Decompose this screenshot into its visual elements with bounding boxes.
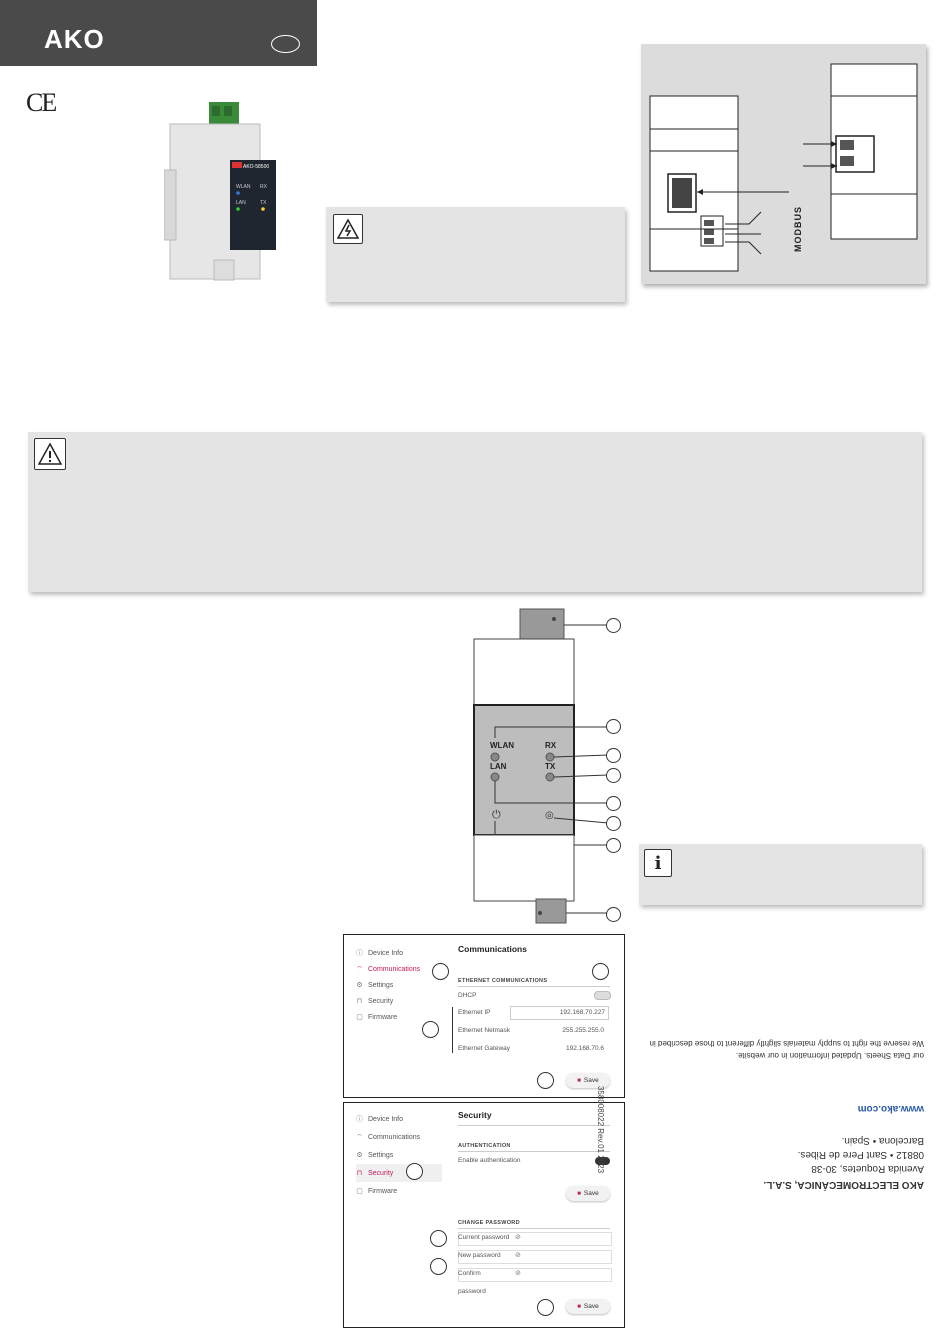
disclaimer-line-1: We reserve the right to supply materials slightly different to those described in <box>649 1039 924 1048</box>
ethernet-ip-input[interactable]: 192.168.70.227 <box>510 1006 609 1020</box>
nav-device-info[interactable]: ⓘ Device Info <box>356 1115 404 1123</box>
label-rx: RX <box>545 741 557 750</box>
callout-3 <box>606 748 621 763</box>
comm-callout-b <box>422 1021 439 1038</box>
fields-bracket <box>452 1007 456 1053</box>
label-lan: LAN <box>490 762 507 771</box>
callout-4 <box>606 768 621 783</box>
language-badge <box>271 35 300 53</box>
communications-screen <box>343 934 625 1098</box>
nav-firmware[interactable]: ▢ Firmware <box>356 1187 398 1195</box>
comm-callout-d <box>537 1072 554 1089</box>
comm-title: Communications <box>458 944 527 954</box>
floppy-icon: ■ <box>577 1190 581 1197</box>
modbus-label: MODBUS <box>793 206 803 252</box>
eye-icon[interactable]: ⊘ <box>515 1234 521 1241</box>
ethernet-ip-label: Ethernet IP <box>458 1009 491 1016</box>
brand-logo: AKO <box>44 24 105 54</box>
sec-callout-d <box>537 1299 554 1316</box>
info-box <box>639 844 922 905</box>
doc-code: 358008022 Rev.01 2023 <box>596 1085 606 1174</box>
sec-callout-b <box>430 1230 447 1247</box>
address-line-2: 08812 • Sant Pere de Ribes. <box>797 1149 924 1160</box>
chip-icon: ▢ <box>356 1013 363 1021</box>
eye-icon[interactable]: ⊘ <box>515 1252 521 1259</box>
confirm-password-label-2: password <box>458 1288 486 1295</box>
warning-triangle-icon <box>34 438 66 470</box>
gear-icon: ⚙ <box>356 1151 363 1159</box>
enable-auth-label: Enable authentication <box>458 1157 521 1164</box>
sec-sidebar <box>356 1110 446 1200</box>
nav-security[interactable]: ⊓ Security <box>356 997 394 1005</box>
photo-rx-label: RX <box>260 184 267 190</box>
nav-settings[interactable]: ⚙ Settings <box>356 981 394 989</box>
electrical-warning-box <box>326 207 625 302</box>
ethernet-netmask-label: Ethernet Netmask <box>458 1027 511 1034</box>
ethernet-netmask-value[interactable]: 255.255.255.0 <box>562 1027 604 1034</box>
wifi-icon: ⌔ <box>356 1133 363 1141</box>
photo-wlan-label: WLAN <box>236 184 251 190</box>
floppy-icon: ■ <box>577 1077 581 1084</box>
sec-callout-a <box>406 1163 423 1180</box>
info-icon: i <box>644 849 672 877</box>
back-cover-block <box>640 1025 924 1190</box>
auth-section-rule <box>458 1151 610 1152</box>
comm-section-label: ETHERNET COMMUNICATIONS <box>458 978 548 984</box>
confirm-password-label-1: Confirm <box>458 1270 481 1277</box>
wiring-diagram <box>641 44 926 284</box>
nav-firmware[interactable]: ▢ Firmware <box>356 1013 398 1021</box>
new-password-label: New password <box>458 1252 501 1259</box>
chip-icon: ▢ <box>356 1187 363 1195</box>
eye-icon[interactable]: ⊘ <box>515 1270 521 1277</box>
wifi-icon: ⌔ <box>356 965 363 973</box>
general-warning-box <box>28 432 922 592</box>
brand-header <box>0 0 317 66</box>
callout-5 <box>606 796 621 811</box>
comm-callout-c <box>592 963 609 980</box>
disclaimer-line-2: our Data Sheets. Updated information in our website. <box>735 1051 924 1060</box>
ethernet-gateway-value[interactable]: 192.168.70.6 <box>566 1045 604 1052</box>
pw-save-button[interactable]: ■ Save <box>566 1299 610 1314</box>
svg-text:◎: ◎ <box>545 810 554 821</box>
nav-settings[interactable]: ⚙ Settings <box>356 1151 394 1159</box>
gear-icon: ⚙ <box>356 981 363 989</box>
front-panel-diagram <box>470 605 630 925</box>
photo-model-label: AKO-58500 <box>243 164 270 170</box>
security-screen <box>343 1102 625 1328</box>
nav-device-info[interactable]: ⓘ Device Info <box>356 949 404 957</box>
info-circle-icon: ⓘ <box>356 1115 363 1123</box>
ce-mark: CE <box>26 88 56 117</box>
photo-tx-label: TX <box>260 200 267 206</box>
address-line-1: Avenida Roquetes, 30-38 <box>811 1163 924 1174</box>
label-tx: TX <box>545 762 556 771</box>
address-line-3: Barcelona • Spain. <box>841 1135 924 1146</box>
dhcp-label: DHCP <box>458 992 477 999</box>
nav-communications[interactable]: ⌔ Communications <box>356 965 421 973</box>
website-link[interactable]: www.ako.com <box>857 1103 924 1114</box>
callout-2 <box>606 719 621 734</box>
pw-section-rule <box>458 1228 610 1229</box>
auth-section-label: AUTHENTICATION <box>458 1143 511 1149</box>
floppy-icon: ■ <box>577 1303 581 1310</box>
pw-section-label: CHANGE PASSWORD <box>458 1220 520 1226</box>
sec-callout-c <box>430 1258 447 1275</box>
high-voltage-icon <box>333 214 363 244</box>
company-name: AKO ELECTROMECÁNICA, S.A.L. <box>763 1179 924 1190</box>
photo-lan-label: LAN <box>236 200 246 206</box>
sec-title-rule <box>458 1125 610 1126</box>
comm-sidebar <box>356 945 446 1025</box>
svg-text:⏻: ⏻ <box>492 808 501 821</box>
callout-6 <box>606 816 621 831</box>
lock-icon: ⊓ <box>356 1169 363 1177</box>
info-circle-icon: ⓘ <box>356 949 363 957</box>
callout-8 <box>606 907 621 922</box>
lock-icon: ⊓ <box>356 997 363 1005</box>
confirm-password-input[interactable] <box>458 1268 612 1282</box>
callout-1 <box>606 618 621 633</box>
sec-title: Security <box>458 1110 492 1120</box>
callout-7 <box>606 838 621 853</box>
comm-section-rule <box>458 986 610 987</box>
current-password-label: Current password <box>458 1234 510 1241</box>
ethernet-gateway-label: Ethernet Gateway <box>458 1045 511 1052</box>
auth-save-button[interactable]: ■ Save <box>566 1186 610 1201</box>
nav-communications[interactable]: ⌔ Communications <box>356 1133 421 1141</box>
device-photo <box>164 100 284 285</box>
comm-callout-a <box>432 963 449 980</box>
label-wlan: WLAN <box>490 741 514 750</box>
comm-save-button[interactable]: ■ Save <box>566 1073 610 1088</box>
nav-security[interactable]: ⊓ Security <box>356 1164 442 1182</box>
dhcp-toggle[interactable] <box>594 991 611 1000</box>
